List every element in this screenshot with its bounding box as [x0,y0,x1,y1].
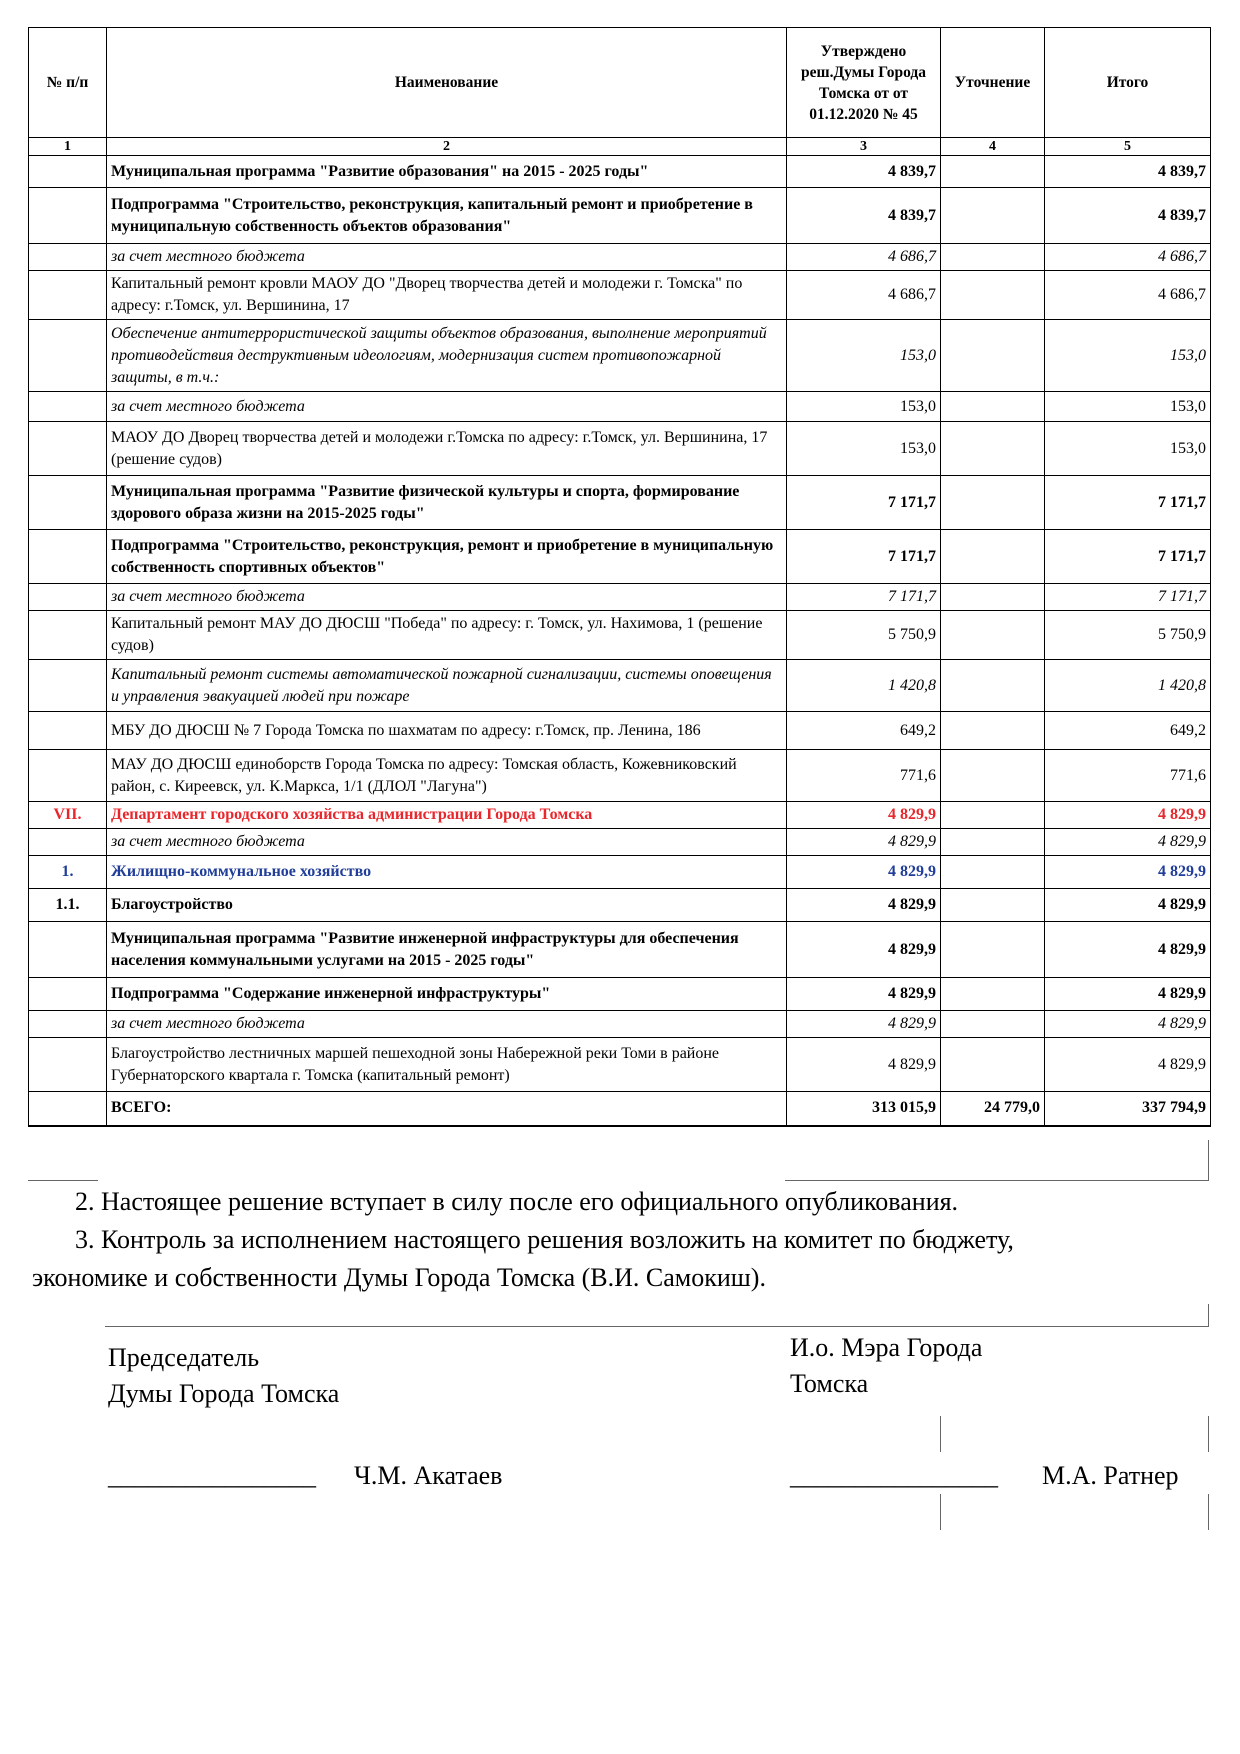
table-row [29,978,1211,1011]
row-num-cell: 1. [29,856,107,889]
right-signatory-name: М.А. Ратнер [1042,1461,1179,1490]
row-num-cell [29,611,107,660]
row-clarification-cell [941,922,1045,978]
row-num-cell: VII. [29,802,107,829]
row-approved-cell: 649,2 [787,712,941,750]
row-name-cell: МАУ ДО ДЮСШ единоборств Города Томска по адресу: Томская область, Кожевниковский район, с. Киреевск, ул. К.Маркса, 1/1 (ДЛОЛ "Лагуна") [107,750,787,802]
row-num-cell [29,584,107,611]
table-fragment-line [785,1180,1209,1181]
row-num-cell [29,476,107,530]
row-name-cell: Подпрограмма "Строительство, реконструкция, капитальный ремонт и приобретение в муниципальную собственность объектов образования" [107,188,787,244]
row-approved-cell: 5 750,9 [787,611,941,660]
table-fragment-line [1208,1416,1209,1452]
row-name-cell: МАОУ ДО Дворец творчества детей и молодежи г.Томска по адресу: г.Томск, ул. Вершинина, 17 (решение судов) [107,422,787,476]
row-approved-cell: 4 829,9 [787,922,941,978]
row-name-cell: Муниципальная программа "Развитие физической культуры и спорта, формирование здорового образа жизни на 2015-2025 годы" [107,476,787,530]
row-total-cell: 153,0 [1045,392,1211,422]
table-fragment-line [105,1326,1209,1327]
row-approved-cell: 4 829,9 [787,978,941,1011]
row-num-cell [29,1038,107,1092]
row-name-cell: за счет местного бюджета [107,244,787,271]
row-total-cell: 4 829,9 [1045,1038,1211,1092]
row-name-cell: за счет местного бюджета [107,584,787,611]
table-total-row [29,1092,1211,1126]
paragraph-3-line-2: экономике и собственности Думы Города Томска (В.И. Самокиш). [32,1263,766,1292]
table-row [29,922,1211,978]
table-row [29,530,1211,584]
table-row [29,271,1211,320]
row-name-cell: Капитальный ремонт системы автоматической пожарной сигнализации, системы оповещения и управления эвакуацией людей при пожаре [107,660,787,712]
row-num-cell [29,530,107,584]
row-total-cell: 1 420,8 [1045,660,1211,712]
row-name-cell: МБУ ДО ДЮСШ № 7 Города Томска по шахматам по адресу: г.Томск, пр. Ленина, 186 [107,712,787,750]
left-signature-title-2: Думы Города Томска [108,1379,340,1408]
column-number: 2 [107,138,787,156]
row-approved-cell: 4 829,9 [787,856,941,889]
table-row [29,188,1211,244]
row-approved-cell: 1 420,8 [787,660,941,712]
header-clarification: Уточнение [941,28,1045,138]
row-num-cell [29,660,107,712]
row-approved-cell: 153,0 [787,422,941,476]
table-row [29,1038,1211,1092]
row-name-cell: Благоустройство [107,889,787,922]
row-approved-cell: 4 686,7 [787,244,941,271]
row-total-cell: 153,0 [1045,422,1211,476]
row-clarification-cell [941,156,1045,188]
row-approved-cell: 7 171,7 [787,584,941,611]
row-clarification-cell [941,584,1045,611]
row-clarification-cell [941,392,1045,422]
row-name-cell: Обеспечение антитеррористической защиты объектов образования, выполнение мероприятий противодействия деструктивным идеологиям, модернизация систем противопожарной защиты, в т.ч.: [107,320,787,392]
row-total-cell: 4 829,9 [1045,889,1211,922]
row-approved-cell: 4 686,7 [787,271,941,320]
row-total-cell: 7 171,7 [1045,584,1211,611]
table-row [29,156,1211,188]
row-num-cell [29,422,107,476]
right-signature-line: ________________ [790,1461,998,1490]
row-approved-cell: 4 829,9 [787,889,941,922]
row-name-cell: Муниципальная программа "Развитие образования" на 2015 - 2025 годы" [107,156,787,188]
row-name-cell: Подпрограмма "Строительство, реконструкция, ремонт и приобретение в муниципальную собственность спортивных объектов" [107,530,787,584]
table-row [29,1011,1211,1038]
row-clarification-cell [941,750,1045,802]
table-row [29,392,1211,422]
row-num-cell [29,188,107,244]
row-approved-cell: 4 839,7 [787,156,941,188]
row-total-cell: 7 171,7 [1045,476,1211,530]
column-number: 1 [29,138,107,156]
row-clarification-cell [941,271,1045,320]
row-num-cell [29,320,107,392]
table-row [29,712,1211,750]
table-row [29,829,1211,856]
row-clarification-cell [941,476,1045,530]
row-num-cell [29,829,107,856]
budget-table [28,27,1211,1127]
table-fragment-line [1208,1140,1209,1180]
row-total-cell: 649,2 [1045,712,1211,750]
row-clarification-cell [941,978,1045,1011]
paragraph-3-line-1: 3. Контроль за исполнением настоящего решения возложить на комитет по бюджету, [75,1225,1014,1254]
column-number: 3 [787,138,941,156]
row-total-cell: 4 829,9 [1045,829,1211,856]
row-total-cell: 4 839,7 [1045,156,1211,188]
row-name-cell: за счет местного бюджета [107,829,787,856]
row-total-cell: 4 686,7 [1045,271,1211,320]
row-total-cell: 4 829,9 [1045,922,1211,978]
table-row [29,660,1211,712]
table-fragment-line [940,1416,941,1452]
row-clarification-cell [941,244,1045,271]
table-row [29,750,1211,802]
row-clarification-cell [941,422,1045,476]
row-total-cell: 4 829,9 [1045,802,1211,829]
row-clarification-cell [941,802,1045,829]
row-total-cell: 4 686,7 [1045,244,1211,271]
row-approved-cell: 4 829,9 [787,1011,941,1038]
table-fragment-line [1208,1494,1209,1530]
row-approved-cell: 153,0 [787,320,941,392]
row-name-cell: Благоустройство лестничных маршей пешеходной зоны Набережной реки Томи в районе Губернаторского квартала г. Томска (капитальный ремонт) [107,1038,787,1092]
row-name-cell: Департамент городского хозяйства администрации Города Томска [107,802,787,829]
row-clarification-cell: 24 779,0 [941,1092,1045,1126]
table-fragment-line [1208,1304,1209,1326]
row-approved-cell: 4 839,7 [787,188,941,244]
row-clarification-cell [941,1011,1045,1038]
row-total-cell: 4 829,9 [1045,856,1211,889]
table-row [29,320,1211,392]
row-total-cell: 7 171,7 [1045,530,1211,584]
row-clarification-cell [941,660,1045,712]
row-approved-cell: 313 015,9 [787,1092,941,1126]
row-total-cell: 4 829,9 [1045,1011,1211,1038]
row-total-cell: 5 750,9 [1045,611,1211,660]
table-fragment-line [28,1180,98,1181]
table-row [29,802,1211,829]
row-total-cell: 153,0 [1045,320,1211,392]
column-number-row [29,138,1211,156]
row-num-cell [29,712,107,750]
paragraph-2: 2. Настоящее решение вступает в силу после его официального опубликования. [75,1187,959,1216]
row-num-cell [29,922,107,978]
row-name-cell: за счет местного бюджета [107,392,787,422]
row-num-cell [29,244,107,271]
row-num-cell [29,750,107,802]
left-signature-title-1: Председатель [108,1343,260,1372]
row-clarification-cell [941,856,1045,889]
row-name-cell: Муниципальная программа "Развитие инженерной инфраструктуры для обеспечения населения коммунальными услугами на 2015 - 2025 годы" [107,922,787,978]
row-name-cell: Подпрограмма "Содержание инженерной инфраструктуры" [107,978,787,1011]
table-row [29,476,1211,530]
row-approved-cell: 7 171,7 [787,530,941,584]
row-clarification-cell [941,829,1045,856]
row-name-cell: Капитальный ремонт МАУ ДО ДЮСШ "Победа" по адресу: г. Томск, ул. Нахимова, 1 (решение судов) [107,611,787,660]
right-signature-title-2: Томска [790,1369,869,1398]
row-num-cell [29,156,107,188]
row-total-cell: 771,6 [1045,750,1211,802]
row-num-cell: 1.1. [29,889,107,922]
row-clarification-cell [941,712,1045,750]
table-row [29,244,1211,271]
row-num-cell [29,271,107,320]
row-name-cell: Капитальный ремонт кровли МАОУ ДО "Дворец творчества детей и молодежи г. Томска" по адресу: г.Томск, ул. Вершинина, 17 [107,271,787,320]
column-number: 4 [941,138,1045,156]
table-row [29,889,1211,922]
header-name: Наименование [107,28,787,138]
left-signature-line: ________________ [108,1461,316,1490]
table-row [29,856,1211,889]
row-name-cell: ВСЕГО: [107,1092,787,1126]
row-clarification-cell [941,1038,1045,1092]
row-name-cell: Жилищно-коммунальное хозяйство [107,856,787,889]
row-clarification-cell [941,611,1045,660]
header-num: № п/п [29,28,107,138]
row-total-cell: 4 829,9 [1045,978,1211,1011]
right-signature-title-1: И.о. Мэра Города [790,1333,983,1362]
column-number: 5 [1045,138,1211,156]
header-approved: Утверждено реш.Думы Города Томска от от 01.12.2020 № 45 [787,28,941,138]
row-num-cell [29,978,107,1011]
row-approved-cell: 4 829,9 [787,802,941,829]
row-num-cell [29,392,107,422]
table-row [29,422,1211,476]
row-total-cell: 4 839,7 [1045,188,1211,244]
table-row [29,584,1211,611]
row-approved-cell: 4 829,9 [787,1038,941,1092]
table-header-row [29,28,1211,138]
row-num-cell [29,1092,107,1126]
row-clarification-cell [941,530,1045,584]
table-row [29,611,1211,660]
table-fragment-line [940,1494,941,1530]
row-name-cell: за счет местного бюджета [107,1011,787,1038]
row-clarification-cell [941,188,1045,244]
row-approved-cell: 153,0 [787,392,941,422]
header-total: Итого [1045,28,1211,138]
row-clarification-cell [941,889,1045,922]
row-total-cell: 337 794,9 [1045,1092,1211,1126]
left-signatory-name: Ч.М. Акатаев [354,1461,503,1490]
row-clarification-cell [941,320,1045,392]
row-num-cell [29,1011,107,1038]
row-approved-cell: 4 829,9 [787,829,941,856]
row-approved-cell: 7 171,7 [787,476,941,530]
row-approved-cell: 771,6 [787,750,941,802]
